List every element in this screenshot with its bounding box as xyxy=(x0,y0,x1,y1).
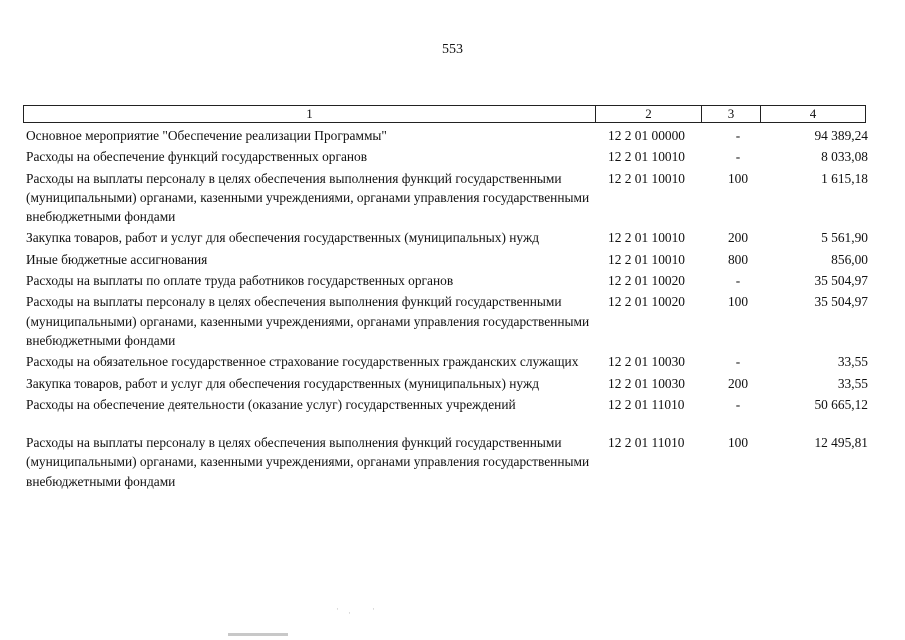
row-name: Расходы на обеспечение функций государственных органов xyxy=(26,149,368,165)
row-sum: 12 495,81 xyxy=(814,435,868,451)
table-row xyxy=(26,147,871,166)
row-code: 12 2 01 10010 xyxy=(608,230,685,246)
row-name: Расходы на выплаты по оплате труда работников государственных органов xyxy=(26,273,454,289)
table-row xyxy=(26,374,871,393)
row-name: Иные бюджетные ассигнования xyxy=(26,251,208,267)
scan-artifact xyxy=(228,633,288,636)
table-row xyxy=(26,352,871,371)
row-sum: 35 504,97 xyxy=(814,294,868,310)
row-code: 12 2 01 10010 xyxy=(608,170,685,186)
row-code: 12 2 01 10020 xyxy=(608,273,685,289)
row-sum: 33,55 xyxy=(837,375,868,391)
row-code: 12 2 01 10030 xyxy=(608,354,685,370)
row-name: Расходы на обеспечение деятельности (оказание услуг) государственных учреждений xyxy=(26,396,516,412)
row-type: - xyxy=(735,149,741,165)
header-col-4: 4 xyxy=(809,106,817,121)
row-sum: 50 665,12 xyxy=(814,396,868,412)
row-code: 12 2 01 11010 xyxy=(608,435,685,451)
row-name: Закупка товаров, работ и услуг для обеспечения государственных (муниципальных) нужд xyxy=(26,230,540,246)
table-row xyxy=(26,126,871,145)
row-name: Расходы на выплаты персоналу в целях обеспечения выполнения функций государственными (муниципальными) органами, казенными учреждениями, органами управления государственными внебюджетными фондами xyxy=(26,435,590,489)
row-type: - xyxy=(735,128,741,143)
table-row xyxy=(26,271,871,290)
row-sum: 856,00 xyxy=(831,251,868,267)
row-name: Основное мероприятие "Обеспечение реализации Программы" xyxy=(26,128,387,143)
row-type: - xyxy=(735,273,741,289)
scan-speck: · xyxy=(348,608,351,618)
row-type: 200 xyxy=(727,375,749,391)
row-sum: 8 033,08 xyxy=(821,149,868,165)
row-type: 200 xyxy=(727,230,749,246)
table-row xyxy=(26,228,871,247)
table-header xyxy=(23,105,866,123)
scan-speck: · xyxy=(336,604,339,614)
row-code: 12 2 01 10010 xyxy=(608,251,685,267)
header-col-3: 3 xyxy=(702,106,761,122)
row-code: 12 2 01 10020 xyxy=(608,294,685,310)
row-type: - xyxy=(735,396,741,412)
row-name: Расходы на обязательное государственное страхование государственных гражданских служащих xyxy=(26,354,579,370)
table-row xyxy=(26,395,871,414)
scan-speck: · xyxy=(372,604,375,614)
header-col-1: 1 xyxy=(24,106,596,122)
row-name: Расходы на выплаты персоналу в целях обеспечения выполнения функций государственными (муниципальными) органами, казенными учреждениями, органами управления государственными внебюджетными фондами xyxy=(26,294,590,348)
row-name: Расходы на выплаты персоналу в целях обеспечения выполнения функций государственными (муниципальными) органами, казенными учреждениями, органами управления государственными внебюджетными фондами xyxy=(26,170,590,225)
table-row xyxy=(26,433,871,491)
row-type: 100 xyxy=(727,294,749,310)
table-body xyxy=(26,126,871,491)
row-code: 12 2 01 10010 xyxy=(608,149,685,165)
table-row xyxy=(26,292,871,350)
row-code: 12 2 01 10030 xyxy=(608,375,685,391)
row-type: - xyxy=(735,354,741,370)
row-sum: 35 504,97 xyxy=(814,273,868,289)
row-type: 100 xyxy=(727,170,749,186)
row-sum: 1 615,18 xyxy=(821,170,868,186)
row-name: Закупка товаров, работ и услуг для обеспечения государственных (муниципальных) нужд xyxy=(26,375,540,391)
page-number: 553 xyxy=(442,42,463,57)
row-sum: 5 561,90 xyxy=(821,230,868,246)
table-row xyxy=(26,169,871,227)
table-row xyxy=(26,250,871,269)
row-type: 800 xyxy=(727,251,749,267)
row-type: 100 xyxy=(727,435,749,451)
row-code: 12 2 01 00000 xyxy=(608,128,685,143)
row-sum: 33,55 xyxy=(837,354,868,370)
row-code: 12 2 01 11010 xyxy=(608,396,685,412)
row-sum: 94 389,24 xyxy=(814,128,868,143)
header-col-2: 2 xyxy=(596,106,702,122)
